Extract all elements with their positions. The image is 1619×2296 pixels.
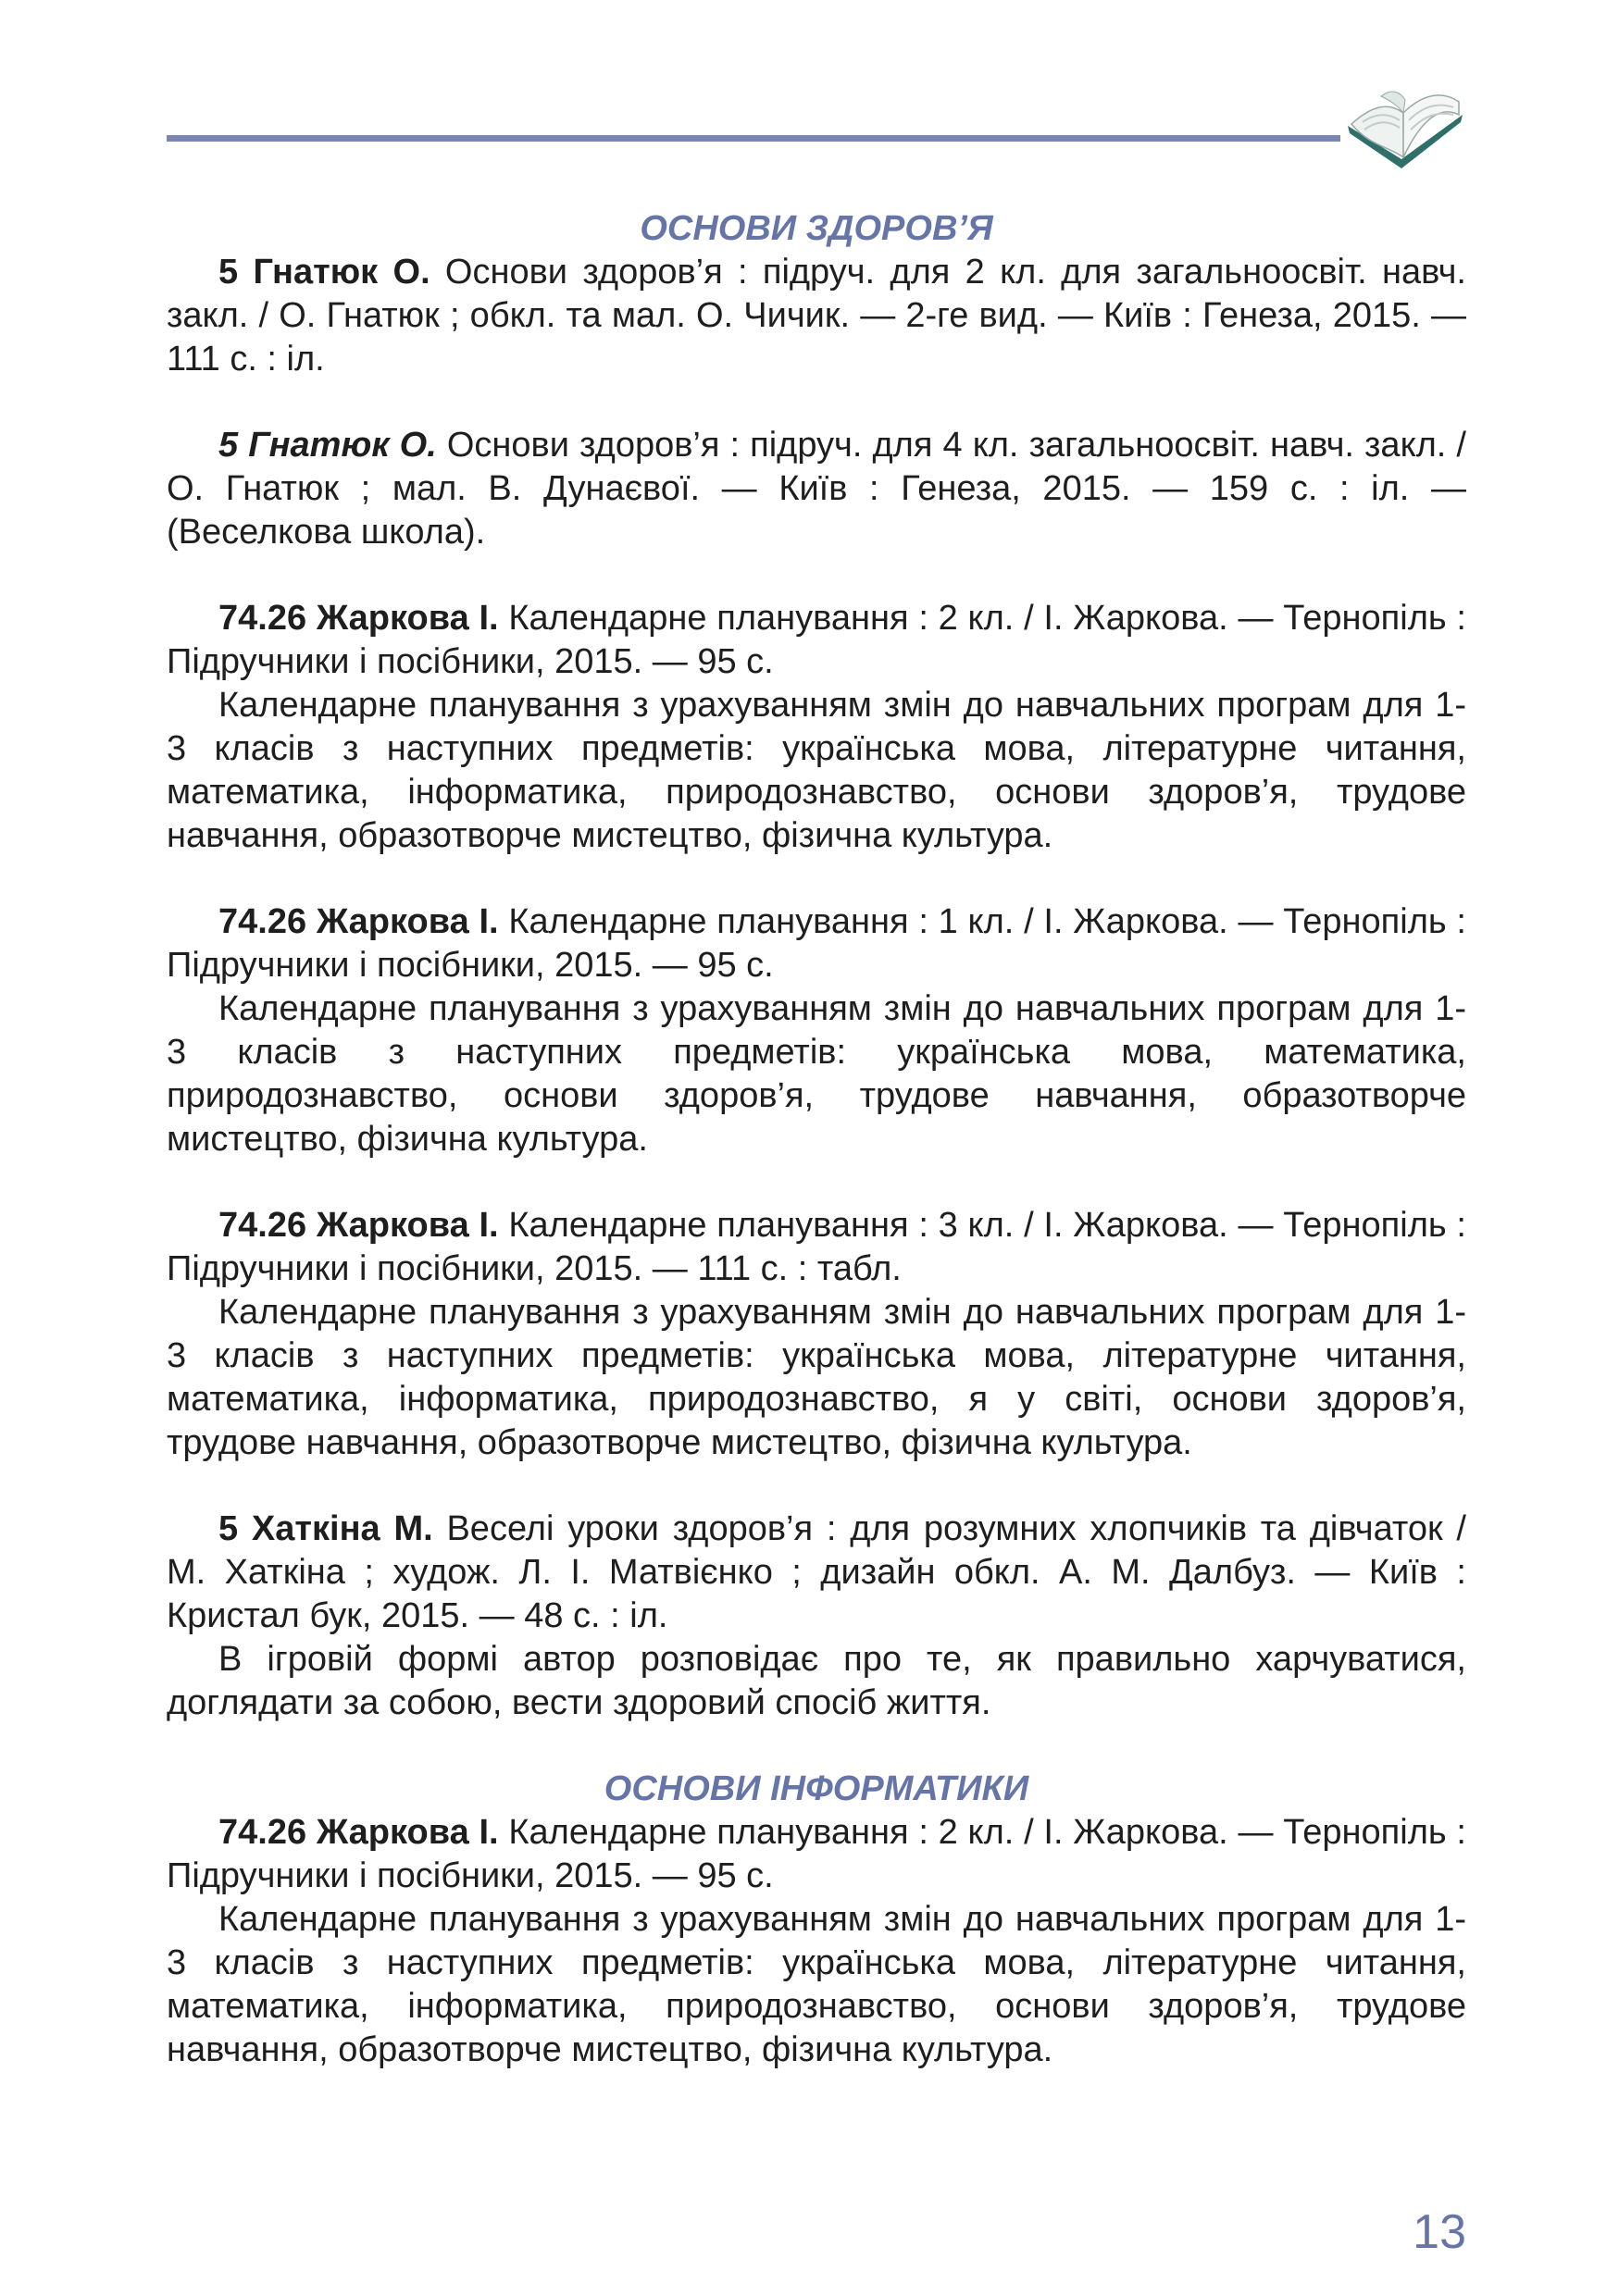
entry-description: Календарне планування : 1 кл. / І. Жаркова. — Тернопіль : Підручники і посібники, 2015. — 95 с. (167, 902, 1466, 985)
entry-author: 5 Гнатюк О. (218, 426, 437, 465)
entry-description: Календарне планування : 2 кл. / І. Жаркова. — Тернопіль : Підручники і посібники, 2015. — 95 с. (167, 599, 1466, 681)
bibliography-page (167, 207, 1466, 2115)
entry-author: 74.26 Жаркова І. (218, 902, 499, 941)
entry-author: 74.26 Жаркова І. (218, 1813, 499, 1852)
bibliography-entry (167, 251, 1466, 381)
entry-author: 74.26 Жаркова І. (218, 599, 499, 638)
entry-citation (167, 1811, 1466, 1898)
entry-citation (167, 1508, 1466, 1638)
bibliography-entry (167, 1811, 1466, 2072)
entry-citation (167, 424, 1466, 554)
entry-description: Календарне планування : 2 кл. / І. Жаркова. — Тернопіль : Підручники і посібники, 2015. — 95 с. (167, 1813, 1466, 1895)
entry-annotation: Календарне планування з урахуванням змін до навчальних програм для 1-3 класів з наступних предметів: українська мова, літературне читання, математика, інформатика, природознавство, я у світі, основи здоров’я, трудове навчання, образотворче мистецтво, фізична культура. (167, 1293, 1466, 1462)
entry-description: Основи здоров’я : підруч. для 2 кл. для загальноосвіт. навч. закл. / О. Гнатюк ; обкл. та мал. О. Чичик. — 2-ге вид. — Київ : Генеза, 2015. — 111 с. : іл. (167, 253, 1466, 379)
bibliography-entry (167, 900, 1466, 1161)
entry-citation (167, 1204, 1466, 1291)
page-number: 13 (1413, 2205, 1466, 2259)
entry-annotation: В ігровій формі автор розповідає про те, як правильно харчуватися, доглядати за собою, вести здоровий спосіб життя. (167, 1640, 1466, 1722)
entry-annotation: Календарне планування з урахуванням змін до навчальних програм для 1-3 класів з наступних предметів: українська мова, математика, природознавство, основи здоров’я, трудове навчання, образотворче мистецтво, фізична культура. (167, 989, 1466, 1159)
entry-author: 5 Хаткіна М. (218, 1509, 433, 1548)
bibliography-entry (167, 1508, 1466, 1725)
entry-citation (167, 251, 1466, 381)
entry-annotation: Календарне планування з урахуванням змін до навчальних програм для 1-3 класів з наступних предметів: українська мова, літературне читання, математика, інформатика, природознавство, основи здоров’я, трудове навчання, образотворче мистецтво, фізична культура. (167, 1900, 1466, 2069)
section-heading: ОСНОВИ ЗДОРОВ’Я (640, 209, 993, 248)
bibliography-entry (167, 1204, 1466, 1465)
open-book-icon (1344, 78, 1466, 176)
entry-citation (167, 597, 1466, 684)
entry-author: 74.26 Жаркова І. (218, 1206, 499, 1245)
entry-description: Основи здоров’я : підруч. для 4 кл. загальноосвіт. навч. закл. / О. Гнатюк ; мал. В. Дунаєвої. — Київ : Генеза, 2015. — 159 с. : іл. — (Веселкова школа). (167, 426, 1466, 552)
bibliography-entry (167, 597, 1466, 858)
entry-description: Календарне планування : 3 кл. / І. Жаркова. — Тернопіль : Підручники і посібники, 2015. — 111 с. : табл. (167, 1206, 1466, 1288)
entry-description: Веселі уроки здоров’я : для розумних хлопчиків та дівчаток / М. Хаткіна ; худож. Л. І. Матвієнко ; дизайн обкл. А. М. Далбуз. — Київ : Кристал бук, 2015. — 48 с. : іл. (167, 1509, 1466, 1635)
bibliography-entry (167, 424, 1466, 554)
header-rule (167, 135, 1340, 142)
entry-author: 5 Гнатюк О. (218, 253, 430, 292)
entry-citation (167, 900, 1466, 987)
entry-annotation: Календарне планування з урахуванням змін до навчальних програм для 1-3 класів з наступних предметів: українська мова, літературне читання, математика, інформатика, природознавство, основи здоров’я, трудове навчання, образотворче мистецтво, фізична культура. (167, 686, 1466, 855)
section-heading: ОСНОВИ ІНФОРМАТИКИ (604, 1769, 1029, 1808)
